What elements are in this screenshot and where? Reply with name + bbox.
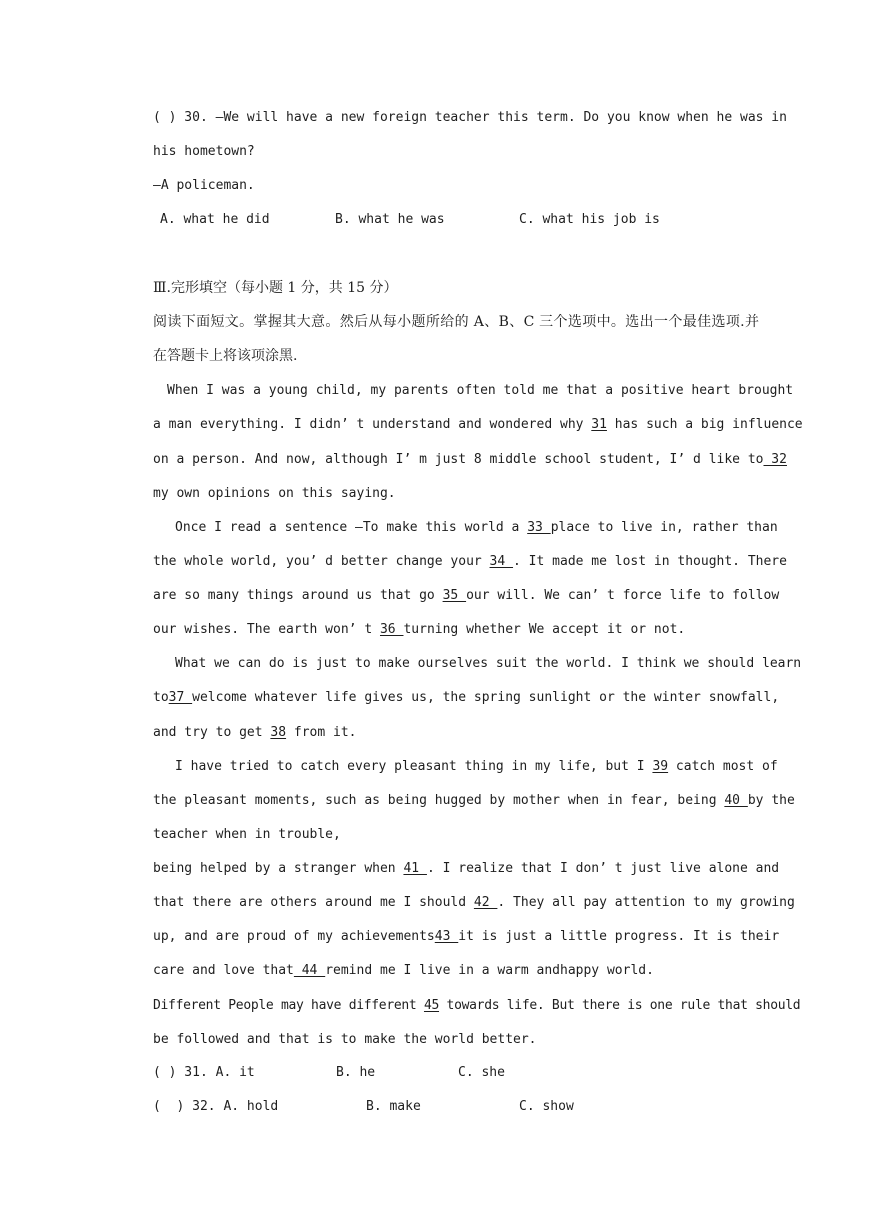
blank-42: 42: [473, 895, 498, 910]
passage-line: What we can do is just to make ourselves suit the world. I think we should learn: [175, 656, 802, 671]
question-30-stem-cont: his hometown?: [153, 144, 255, 159]
blank-34: 34: [489, 554, 514, 569]
question-32-option-b: B. make: [366, 1099, 421, 1114]
q30-option-a: A. what he did: [160, 212, 270, 227]
blank-39: 39: [652, 759, 669, 774]
passage-line: I have tried to catch every pleasant thing in my life, but I 39 catch most of: [175, 759, 778, 774]
section-3-instructions: 阅读下面短文。掌握其大意。然后从每小题所给的 A、B、C 三个选项中。选出一个最佳选项.并: [153, 314, 759, 330]
passage-line: the pleasant moments, such as being hugged by mother when in fear, being 40 by the: [153, 793, 795, 808]
question-32-option-c: C. show: [519, 1099, 574, 1114]
blank-35: 35: [442, 588, 467, 603]
section-3-instructions-cont: 在答题卡上将该项涂黑.: [153, 348, 298, 364]
passage-line: on a person. And now, although I’ m just 8 middle school student, I’ d like to 32: [153, 452, 787, 467]
blank-45: 45: [423, 998, 440, 1013]
blank-44: 44: [293, 963, 326, 978]
blank-37: 37: [168, 690, 193, 705]
blank-43: 43: [434, 929, 459, 944]
question-31-option-c: C. she: [458, 1065, 505, 1080]
passage-line: our wishes. The earth won’ t 36 turning whether We accept it or not.: [153, 622, 686, 637]
passage-line: are so many things around us that go 35 our will. We can’ t force life to follow: [153, 588, 780, 603]
blank-38: 38: [270, 725, 287, 740]
passage-line: Different People may have different 45 towards life. But there is one rule that should: [153, 998, 801, 1013]
passage-line: that there are others around me I should 42 . They all pay attention to my growing: [153, 895, 795, 910]
passage-line: my own opinions on this saying.: [153, 486, 396, 501]
blank-41: 41: [403, 861, 427, 876]
blank-31: 31: [591, 417, 607, 432]
passage-line: When I was a young child, my parents often told me that a positive heart brought: [167, 383, 794, 398]
passage-line: and try to get 38 from it.: [153, 725, 357, 740]
passage-line: Once I read a sentence —To make this world a 33 place to live in, rather than: [175, 520, 778, 535]
question-31-option-b: B. he: [336, 1065, 376, 1080]
passage-line: being helped by a stranger when 41 . I realize that I don’ t just live alone and: [153, 861, 780, 876]
q30-option-c: C. what his job is: [519, 212, 660, 227]
passage-line: the whole world, you’ d better change your 34 . It made me lost in thought. There: [153, 554, 787, 569]
blank-32: 32: [763, 452, 787, 467]
passage-line: a man everything. I didn’ t understand and wondered why 31 has such a big influence: [153, 417, 803, 432]
passage-line: be followed and that is to make the world better.: [153, 1032, 537, 1047]
q30-option-b: B. what he was: [335, 212, 445, 227]
passage-line: to37 welcome whatever life gives us, the spring sunlight or the winter snowfall,: [153, 690, 780, 705]
passage-line: up, and are proud of my achievements43 it is just a little progress. It is their: [153, 929, 780, 944]
passage-line: teacher when in trouble,: [153, 827, 341, 842]
question-31-option-a: ( ) 31. A. it: [153, 1065, 255, 1080]
question-30-stem: ( ) 30. —We will have a new foreign teacher this term. Do you know when he was in: [153, 110, 787, 125]
section-3-title: Ⅲ.完形填空（每小题 1 分，共 15 分）: [153, 280, 398, 296]
blank-36: 36: [379, 622, 404, 637]
blank-33: 33: [527, 520, 551, 535]
question-32-option-a: ( ) 32. A. hold: [153, 1099, 279, 1114]
passage-line: care and love that 44 remind me I live in a warm andhappy world.: [153, 963, 654, 978]
question-30-answer: —A policeman.: [153, 178, 255, 193]
blank-40: 40: [724, 793, 748, 808]
